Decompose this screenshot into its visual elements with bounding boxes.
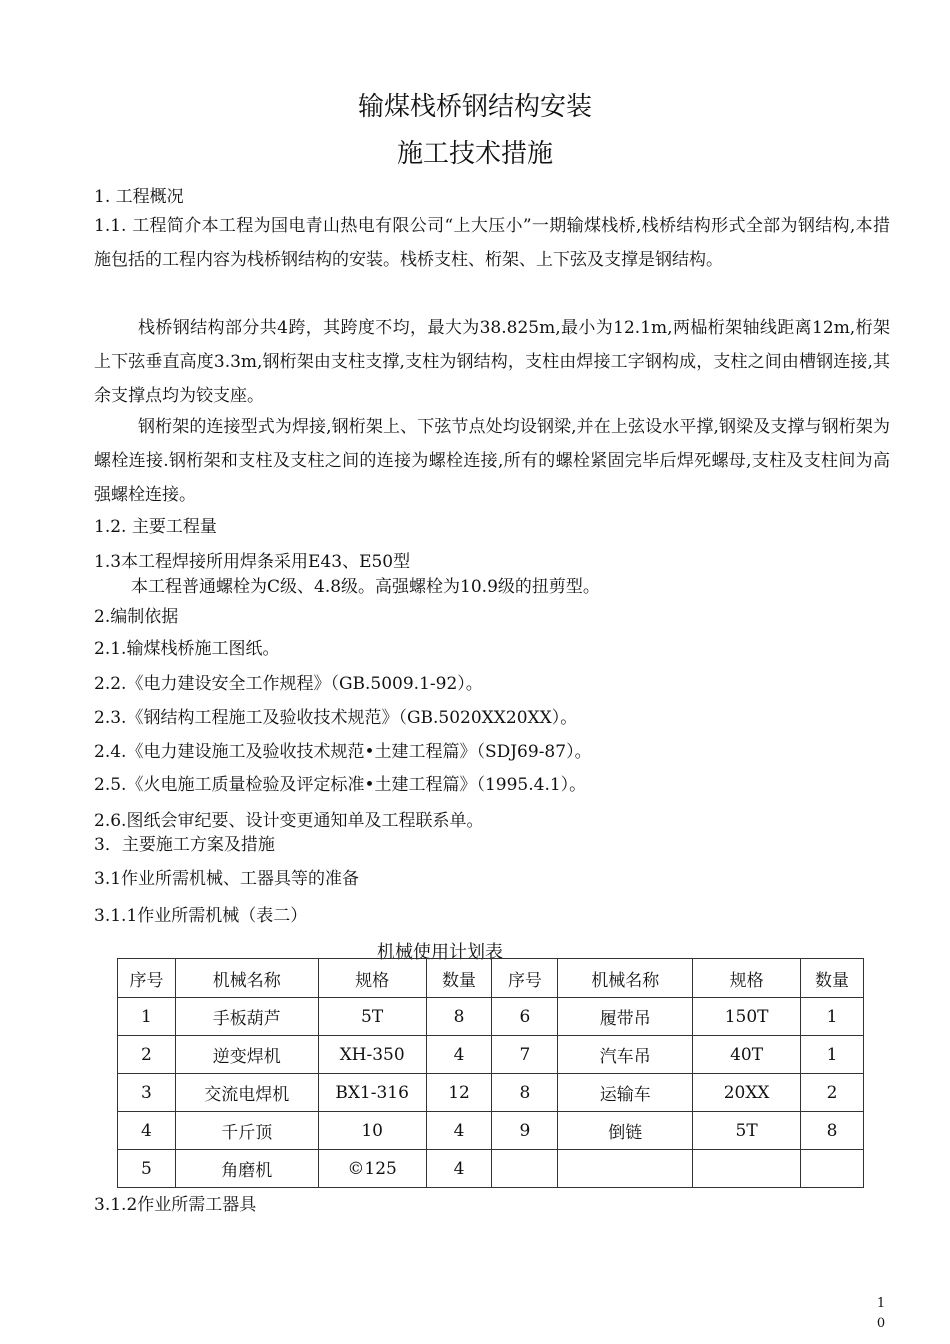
table-cell: 4 (118, 1112, 176, 1150)
reference-item: 2.6.图纸会审纪要、设计变更通知单及工程联系单。 (94, 811, 484, 831)
machinery-table (117, 958, 864, 1188)
table-row (118, 998, 864, 1036)
table-cell (693, 1150, 801, 1188)
table-cell: 4 (426, 1112, 492, 1150)
table-header-cell: 机械名称 (558, 959, 693, 998)
table-cell: 10 (318, 1112, 426, 1150)
table-header-cell: 序号 (118, 959, 176, 998)
table-header-row (118, 959, 864, 998)
table-cell: 8 (426, 998, 492, 1036)
table-cell: 5 (118, 1150, 176, 1188)
document-subtitle: 施工技术措施 (396, 139, 553, 169)
table-cell: 150T (693, 998, 801, 1036)
table-cell: 倒链 (558, 1112, 693, 1150)
section-3-1-2-heading: 3.1.2作业所需工器具 (94, 1195, 257, 1215)
table-cell: 运输车 (558, 1074, 693, 1112)
table-cell: 8 (492, 1074, 558, 1112)
table-cell: 2 (118, 1036, 176, 1074)
section-3-heading: 3．主要施工方案及措施 (94, 835, 275, 855)
table-cell: 2 (801, 1074, 864, 1112)
table-cell: 千斤顶 (175, 1112, 318, 1150)
table-cell: 8 (801, 1112, 864, 1150)
document-title: 输煤栈桥钢结构安装 (357, 92, 592, 122)
table-header-cell: 数量 (426, 959, 492, 998)
table-header-cell: 规格 (693, 959, 801, 998)
section-1-heading: 1. 工程概况 (94, 187, 184, 207)
table-title: 机械使用计划表 (377, 942, 503, 963)
section-3-1-1-heading: 3.1.1作业所需机械（表二） (94, 906, 308, 926)
table-cell: 1 (801, 998, 864, 1036)
table-cell: 7 (492, 1036, 558, 1074)
table-cell: 1 (118, 998, 176, 1036)
table-header-cell: 机械名称 (175, 959, 318, 998)
reference-item: 2.3.《钢结构工程施工及验收技术规范》（GB.5020XX20XX）。 (94, 708, 578, 728)
reference-item: 2.1.输煤栈桥施工图纸。 (94, 639, 280, 659)
table-cell: 20XX (693, 1074, 801, 1112)
section-3-1-heading: 3.1作业所需机械、工器具等的准备 (94, 869, 360, 889)
table-cell: BX1-316 (318, 1074, 426, 1112)
paragraph-span-info: 栈桥钢结构部分共4跨，其跨度不均，最大为38.825m,最小为12.1m,两榀桁架轴线距离12m,桁架上下弦垂直高度3.3m,钢桁架由支柱支撑,支柱为钢结构，支柱由焊接工字钢构成，支柱之间由槽钢连接,其余支撑点均为铰支座。 (94, 318, 890, 406)
table-header-cell: 数量 (801, 959, 864, 998)
section-1-3-line: 1.3本工程焊接所用焊条采用E43、E50型 (94, 552, 411, 572)
table-cell: XH-350 (318, 1036, 426, 1074)
page-number-digit: 0 (876, 1316, 886, 1331)
table-cell: 交流电焊机 (175, 1074, 318, 1112)
table-cell: 6 (492, 998, 558, 1036)
paragraph-connection-info: 钢桁架的连接型式为焊接,钢桁架上、下弦节点处均设钢梁,并在上弦设水平撑,钢梁及支撑与钢桁架为螺栓连接.钢桁架和支柱及支柱之间的连接为螺栓连接,所有的螺栓紧固完毕后焊死螺母,支柱及支柱间为高强螺栓连接。 (94, 417, 890, 505)
table-cell (558, 1150, 693, 1188)
page-number (876, 1294, 886, 1334)
table-cell: 手板葫芦 (175, 998, 318, 1036)
table-row (118, 1074, 864, 1112)
table-cell: 角磨机 (175, 1150, 318, 1188)
table-cell: 3 (118, 1074, 176, 1112)
table-cell: 9 (492, 1112, 558, 1150)
reference-item: 2.5.《火电施工质量检验及评定标准•土建工程篇》（1995.4.1）。 (94, 775, 587, 795)
section-2-heading: 2.编制依据 (94, 607, 179, 627)
table-cell (801, 1150, 864, 1188)
table-row (118, 1150, 864, 1188)
table-cell: 5T (693, 1112, 801, 1150)
table-cell: 40T (693, 1036, 801, 1074)
page-number-digit: 1 (876, 1296, 886, 1311)
table-cell: 逆变焊机 (175, 1036, 318, 1074)
table-cell: 履带吊 (558, 998, 693, 1036)
table-row (118, 1036, 864, 1074)
section-1-3-bolts: 本工程普通螺栓为C级、4.8级。高强螺栓为10.9级的扭剪型。 (131, 577, 600, 597)
table-header-cell: 序号 (492, 959, 558, 998)
table-header-cell: 规格 (318, 959, 426, 998)
reference-item: 2.2.《电力建设安全工作规程》（GB.5009.1-92）。 (94, 674, 483, 694)
table-cell: 12 (426, 1074, 492, 1112)
table-cell: 4 (426, 1036, 492, 1074)
table-cell: 5T (318, 998, 426, 1036)
table-cell: 1 (801, 1036, 864, 1074)
table-cell: 4 (426, 1150, 492, 1188)
table-cell (492, 1150, 558, 1188)
table-row (118, 1112, 864, 1150)
table-cell: ©125 (318, 1150, 426, 1188)
section-1-2-heading: 1.2. 主要工程量 (94, 517, 217, 537)
reference-item: 2.4.《电力建设施工及验收技术规范•土建工程篇》（SDJ69-87）。 (94, 742, 592, 762)
table-cell: 汽车吊 (558, 1036, 693, 1074)
section-1-1-paragraph: 1.1. 工程简介本工程为国电青山热电有限公司“上大压小”一期输煤栈桥,栈桥结构形式全部为钢结构,本措施包括的工程内容为栈桥钢结构的安装。栈桥支柱、桁架、上下弦及支撑是钢结构。 (94, 216, 890, 270)
